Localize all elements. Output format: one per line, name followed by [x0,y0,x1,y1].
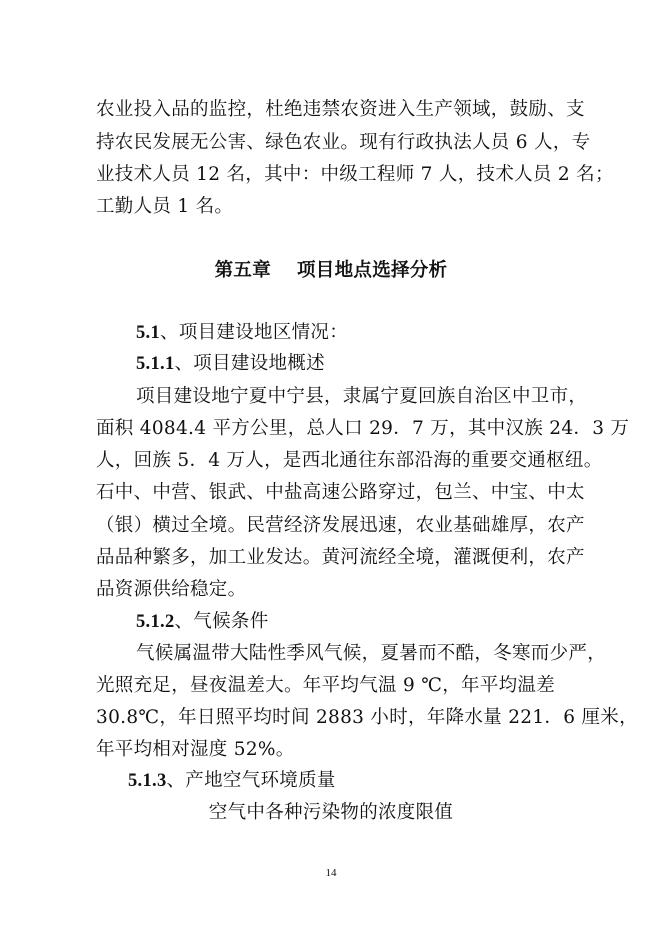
section-5-1-1-number: 5.1.1 [136,354,175,374]
section-5-1-3-heading [128,766,608,796]
section-5-1-1-line-4: 石中、中营、银武、中盐高速公路穿过，包兰、中宝、中太 [96,482,585,503]
section-5-1-1-title: 、项目建设地概述 [174,353,325,374]
section-5-1-2-line-2: 光照充足，昼夜温差大。年平均气温 9 ℃，年平均温差 [96,675,556,696]
section-5-1-1-line-1: 项目建设地宁夏中宁县，隶属宁夏回族自治区中卫市， [136,386,588,407]
section-5-1-2-line-1: 气候属温带大陆性季风气候，夏暑而不酷，冬寒而少严， [136,643,607,664]
section-5-1-2-line-3: 30.8℃，年日照平均时间 2883 小时，年降水量 221．6 厘米， [96,707,638,728]
section-5-1-1-line-7: 品资源供给稳定。 [96,579,247,600]
intro-line-2: 持农民发展无公害、绿色农业。现有行政执法人员 6 人，专 [96,132,591,153]
section-5-1-2-number: 5.1.2 [136,612,175,632]
section-5-1-title: 、项目建设地区情况： [160,322,349,343]
section-5-1-1-line-6: 品品种繁多，加工业发达。黄河流经全境，灌溉便利，农产 [96,547,585,568]
section-5-1-2-heading [136,607,576,637]
section-5-1-1-line-2: 面积 4084.4 平方公里，总人口 29．7 万，其中汉族 24．3 万 [96,418,630,439]
intro-line-3: 业技术人员 12 名，其中：中级工程师 7 人，技术人员 2 名； [96,164,614,185]
intro-line-1: 农业投入品的监控，杜绝违禁农资进入生产领域，鼓励、支 [96,99,585,120]
intro-line-4: 工勤人员 1 名。 [96,196,234,217]
section-5-1-3-number: 5.1.3 [128,771,167,791]
section-5-1-1-line-5: （银）横过全境。民营经济发展迅速，农业基础雄厚，农产 [96,515,585,536]
chapter-heading [0,256,662,286]
section-5-1-2-title: 、气候条件 [174,611,269,632]
page-number: 14 [325,867,337,879]
section-5-1-number: 5.1 [136,323,161,343]
table-caption: 空气中各种污染物的浓度限值 [208,802,454,823]
section-5-1-3-title: 、产地空气环境质量 [166,770,336,791]
section-5-1-1-heading [136,349,576,379]
section-5-1-1-line-3: 人，回族 5．4 万人，是西北通往东部沿海的重要交通枢纽。 [96,450,603,471]
chapter-number: 第五章 [214,260,271,281]
chapter-title: 项目地点选择分析 [297,260,448,281]
section-5-1-2-line-4: 年平均相对湿度 52%。 [96,739,295,760]
section-5-1-heading [136,318,576,348]
